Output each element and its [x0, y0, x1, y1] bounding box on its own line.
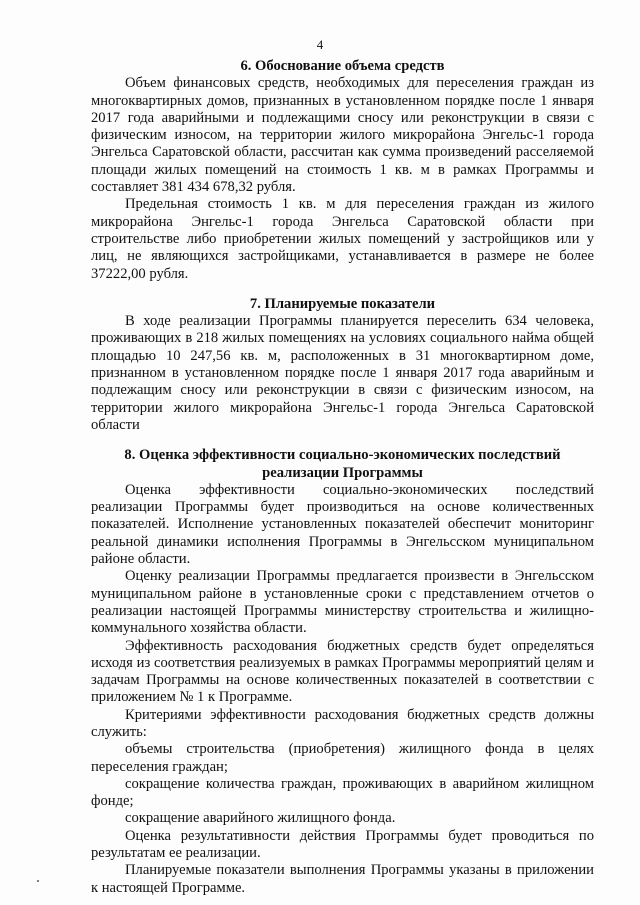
- section-6: [91, 58, 594, 283]
- criteria-list-item: объемы строительства (приобретения) жилищного фонда в целях переселения граждан;: [91, 741, 594, 775]
- section-8-paragraph: Оценка эффективности социально-экономических последствий реализации Программы будет производиться на основе количественных показателей. Исполнение установленных показателей обеспечит мониторинг реальной динамики исполнения Программы в Энгельсском муниципальном районе области.: [91, 481, 594, 568]
- section-8: [91, 447, 594, 897]
- section-8-paragraph: Оценку реализации Программы предлагается произвести в Энгельсском муниципальном районе в установленные сроки с представлением отчетов о реализации настоящей Программы министерству строительства и жилищно-коммунального хозяйства области.: [91, 568, 594, 637]
- page-number: 4: [316, 37, 324, 52]
- section-6-heading: 6. Обоснование объема средств: [240, 58, 445, 74]
- section-8-paragraph: Оценка результативности действия Программы будет проводиться по результатам ее реализации.: [91, 827, 594, 862]
- criteria-list-item: сокращение аварийного жилищного фонда.: [125, 810, 396, 827]
- section-7-paragraph: В ходе реализации Программы планируется переселить 634 человека, проживающих в 218 жилых помещениях на условиях социального найма общей площадью 10 247,56 кв. м, расположенных в 31 многоквартирном доме, признанном в установленном порядке после 1 января 2017 года аварийным и подлежащим сносу или реконструкции в связи с физическим износом, на территории жилого микрорайона Энгельс-1 города Энгельса Саратовской области: [91, 313, 594, 433]
- section-8-heading: [91, 447, 594, 482]
- section-6-paragraph: Предельная стоимость 1 кв. м для переселения граждан из жилого микрорайона Энгельс-1 города Энгельса Саратовской области при строительстве либо приобретении жилых помещений у застройщиков или у лиц, не являющихся застройщиками, устанавливается в размере не более 37222,00 рубля.: [91, 196, 594, 282]
- criteria-list-item: сокращение количества граждан, проживающих в аварийном жилищном фонде;: [91, 775, 594, 810]
- section-8-paragraph: Эффективность расходования бюджетных средств будет определяться исходя из соответствия реализуемых в рамках Программы мероприятий целям и задачам Программы на основе количественных показателей в соответствии с приложением № 1 к Программе.: [91, 637, 594, 706]
- section-8-heading-line2: реализации Программы: [262, 464, 423, 481]
- section-8-paragraph: Планируемые показатели выполнения Программы указаны в приложении к настоящей Программе.: [91, 862, 594, 896]
- document-body: [91, 58, 594, 897]
- section-8-paragraph: Критериями эффективности расходования бюджетных средств должны служить:: [91, 706, 594, 740]
- section-8-heading-line1: 8. Оценка эффективности социально-экономических последствий: [124, 447, 561, 464]
- section-6-paragraph: Объем финансовых средств, необходимых для переселения граждан из многоквартирных домов, признанных в установленном порядке после 1 января 2017 года аварийными и подлежащими сносу или реконструкции в связи с физическим износом, на территории жилого микрорайона Энгельс-1 города Энгельса Саратовской области, рассчитан как сумма произведений расселяемой площади жилых помещений на стоимость 1 кв. м в рамках Программы и составляет 381 434 678,32 рубля.: [91, 75, 594, 196]
- section-7-heading: 7. Планируемые показатели: [249, 295, 436, 312]
- scan-speck: [37, 880, 39, 882]
- section-7: [91, 296, 594, 434]
